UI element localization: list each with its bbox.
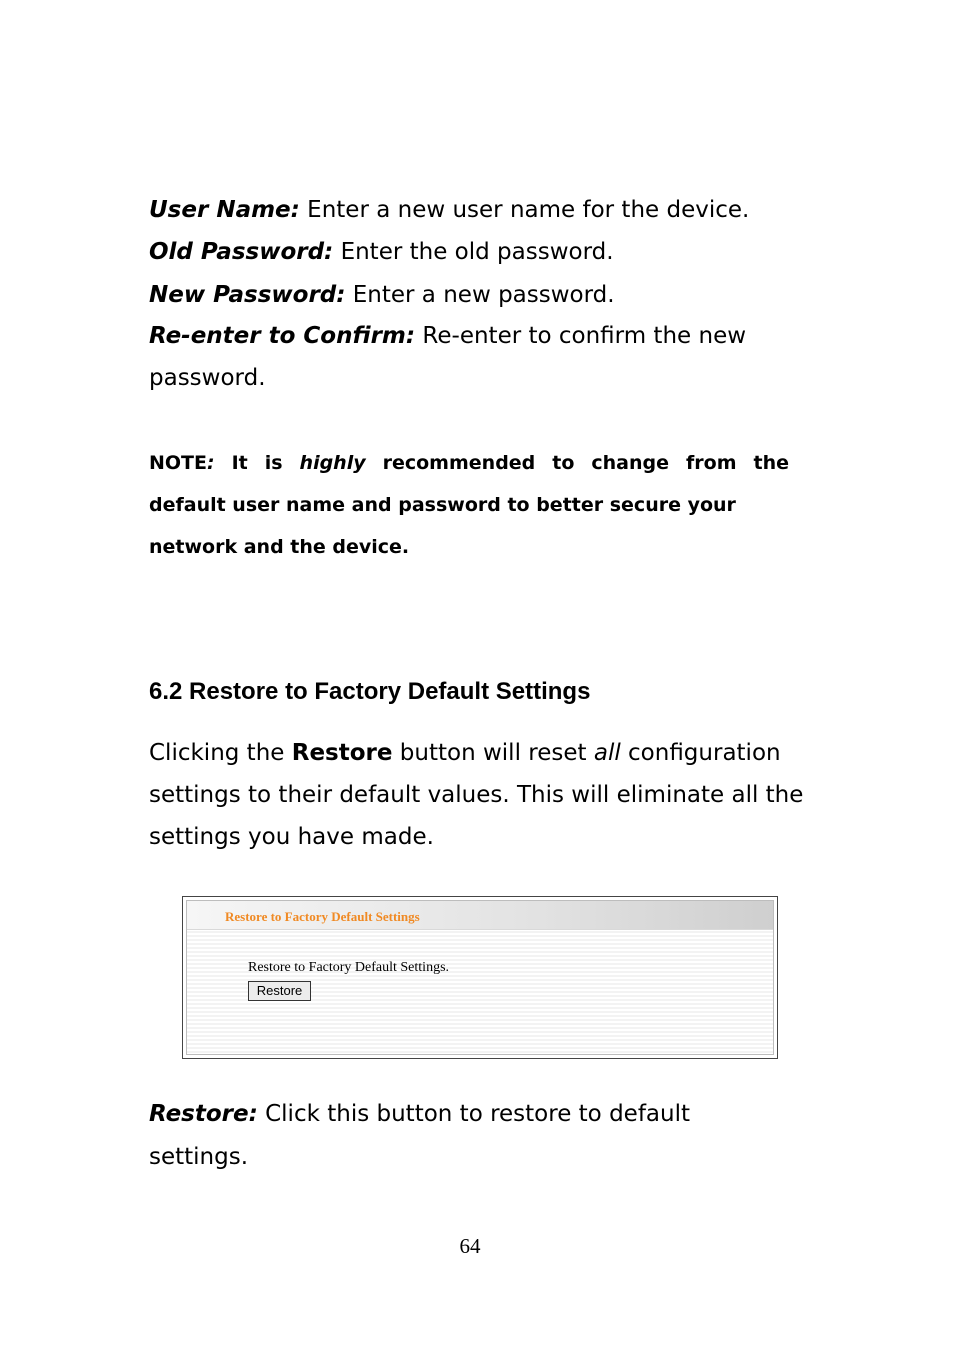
- def-restore-continuation: settings.: [149, 1144, 249, 1170]
- note-word: to: [552, 452, 575, 474]
- def-old-password: [149, 231, 614, 273]
- restore-button[interactable]: Restore: [248, 981, 311, 1001]
- screenshot-panel: [186, 900, 774, 1055]
- def-text: Click this button to restore to default: [265, 1101, 690, 1127]
- note-word: from: [686, 452, 737, 474]
- page-number: 64: [459, 1234, 481, 1258]
- note-word: It: [231, 452, 248, 474]
- all-emphasis: all: [593, 740, 621, 766]
- note-word: highly: [299, 452, 366, 474]
- screenshot-title: Restore to Factory Default Settings: [225, 909, 420, 924]
- def-reenter-confirm: [149, 315, 746, 357]
- screenshot-title-bar: [187, 901, 773, 930]
- def-label: Old Password:: [149, 239, 334, 265]
- section-heading: 6.2 Restore to Factory Default Settings: [149, 678, 591, 705]
- def-label: Restore:: [149, 1101, 258, 1127]
- note-line-1: [149, 442, 789, 484]
- note-word: is: [264, 452, 283, 474]
- note-line-3: network and the device.: [149, 536, 410, 558]
- def-text: Enter a new password.: [352, 282, 615, 308]
- screenshot-text: Restore to Factory Default Settings.: [248, 960, 450, 975]
- def-continuation: password.: [149, 365, 266, 391]
- def-label: New Password:: [149, 282, 346, 308]
- def-text: Enter a new user name for the device.: [307, 197, 750, 223]
- def-text: Enter the old password.: [340, 239, 614, 265]
- note-block: [149, 442, 789, 568]
- restore-screenshot: [182, 896, 778, 1059]
- def-restore: [149, 1093, 690, 1135]
- note-word: change: [591, 452, 670, 474]
- restore-emphasis: Restore: [291, 740, 393, 766]
- def-new-password: [149, 274, 615, 316]
- note-line-2: default user name and password to better secure your: [149, 494, 736, 516]
- def-label: Re-enter to Confirm:: [149, 323, 416, 349]
- def-user-name: [149, 189, 749, 231]
- def-label: User Name:: [149, 197, 300, 223]
- section-paragraph: Clicking the Restore button will reset all configuration settings to their default values. This will eliminate all the settings you have made.: [149, 740, 804, 850]
- note-word: recommended: [382, 452, 536, 474]
- note-word: the: [753, 452, 789, 474]
- note-word: NOTE:: [149, 452, 215, 474]
- def-text: Re-enter to confirm the new: [422, 323, 747, 349]
